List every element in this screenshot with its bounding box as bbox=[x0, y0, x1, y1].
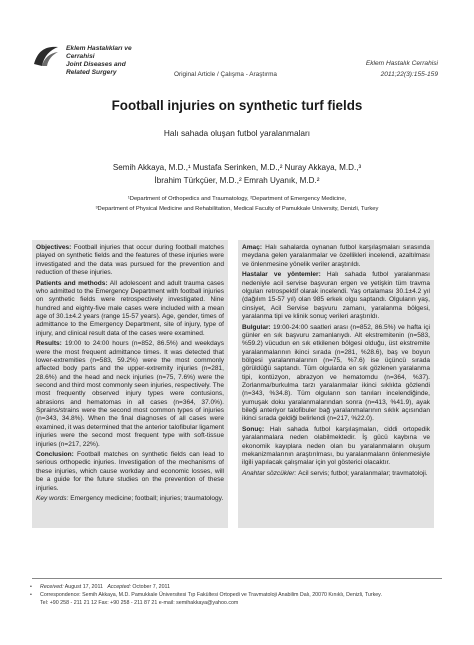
affiliation-line: ¹Department of Orthopedics and Traumatology, ²Department of Emergency Medicine, bbox=[127, 196, 347, 202]
correspondence-line bbox=[30, 591, 450, 599]
logo-line: Related Surgery bbox=[66, 69, 117, 76]
affiliation-line: ³Department of Physical Medicine and Rehabilitation, Medical Faculty of Pamukkale University, Denizli, Turkey bbox=[95, 205, 379, 212]
correspondence-label: Correspondence: bbox=[40, 592, 81, 598]
ozet-anahtar-sozcukler bbox=[242, 470, 430, 478]
journal-citation bbox=[366, 58, 438, 80]
section-text: 19:00 to 24:00 hours (n=852, 86.5%) and weekdays were the most frequent admittance times. It was detected that lower-extremities (n=583, 59.2%) were the most commonly affected body parts and the upper-extremity injuries (n=281, 28.6%) and the head and neck injuries (n=75, 7.6%) were the second and third most commonly seen injuries, respectively. The most frequently observed injury types were contusions, abrasions and hematomas in all cases (n=364, 37.0%). Sprains/strains were the second most common types of injuries (n=343, 34.8%). When the final diagnoses of all cases were examined, it was determined that the anterior talofibular ligament injuries were the second most frequent type with soft-tissue injuries (n=217, 22%). bbox=[36, 340, 224, 448]
accepted-date: October 7, 2011 bbox=[132, 584, 171, 590]
keywords-text: Acil servis; futbol; yaralanmalar; travmatoloji. bbox=[298, 470, 428, 478]
section-heading: Results: bbox=[36, 340, 62, 348]
abstract-patients-methods bbox=[36, 280, 224, 338]
abstract-keywords bbox=[36, 495, 224, 503]
abstract-turkish bbox=[238, 240, 434, 528]
journal-logo-text bbox=[66, 45, 132, 77]
section-text: Halı sahada futbol karşılaşmaları, ciddi ortopedik yaralanmalara neden olabilmektedir. İş gücü kaybına ve ekonomik kayıplara neden olan bu yaralanmaların oluşum mekanizmalarının araştırılması, bu yaralanmaların önlenmesiyle ilgili yapılacak çalışmalar için yol gösterici olacaktır. bbox=[242, 426, 430, 467]
section-heading: Patients and methods: bbox=[36, 279, 108, 287]
abstract-objectives bbox=[36, 244, 224, 277]
author-line: İbrahim Türkçüer, M.D.,² Emrah Uyanık, M.D.² bbox=[154, 175, 320, 185]
contact-line bbox=[30, 599, 450, 607]
journal-logo-icon bbox=[32, 44, 60, 68]
received-label: Received: bbox=[40, 584, 64, 590]
footnotes bbox=[30, 583, 450, 607]
author-list bbox=[0, 162, 474, 187]
journal-name: Eklem Hastalık Cerrahisi bbox=[365, 60, 438, 67]
contact-details: Tel: +90 258 - 211 21 12 Fax: +90 258 - 211 87 21 e-mail: semihakkaya@yahoo.com bbox=[40, 600, 239, 606]
section-text: All adolescent and adult trauma cases who admitted to the Emergency Department with football injuries on synthetic fields were retrospectively investigated. Nine hundred and eighty-five male cases were included with a mean age of 30.1±4.2 years (range 15-57 years). Age, gender, times of admittance to the Emergency Department, site of injury, type of injury, and clinical result data of the cases were examined. bbox=[36, 279, 224, 337]
article-title-turkish: Halı sahada oluşan futbol yaralanmaları bbox=[163, 128, 311, 138]
keywords-label: Key words: bbox=[36, 495, 69, 503]
section-heading: Bulgular: bbox=[242, 323, 271, 331]
journal-volume-pages: 2011;22(3):155-159 bbox=[380, 71, 438, 78]
section-heading: Amaç: bbox=[242, 244, 263, 251]
abstract bbox=[32, 240, 442, 528]
logo-line: Joint Diseases and bbox=[66, 61, 126, 68]
keywords-text: Emergency medicine; football; injuries; traumatology. bbox=[70, 495, 224, 503]
ozet-bulgular bbox=[242, 324, 430, 424]
affiliations bbox=[0, 195, 474, 214]
keywords-label: Anahtar sözcükler: bbox=[242, 470, 297, 478]
section-text: Halı sahada futbol yaralanması nedeniyle acil servise başvuran ergen ve yetişkin tüm travma olguları retrospektif olarak incelendi. Yaş ortalaması 30.1±4.2 yıl (dağılım 15-57 yıl) olan 985 erkek olgu saptandı. Olguların yaş, cinsiyet, Acil Servise başvuru zamanı, yaralanma bölgesi, yaralanma tipi ve klinik sonuç verileri araştırıldı. bbox=[242, 271, 430, 321]
section-text: Halı sahalarda oynanan futbol karşılaşmaları sırasında meydana gelen yaralanmalar ve özellikleri incelendi, azaltılması ve önlenmesine yönelik veriler araştırıldı. bbox=[242, 244, 430, 268]
article-type: Original Article / Çalışma - Araştırma bbox=[174, 71, 277, 78]
section-text: Football injuries that occur during football matches played on synthetic fields and the features of these injuries were investigated and the data was pursued for the prevention and reduction of these injuries. bbox=[36, 244, 224, 277]
received-date: August 17, 2011 bbox=[64, 584, 103, 590]
section-heading: Sonuç: bbox=[242, 426, 265, 434]
bullet-icon: • bbox=[30, 592, 32, 598]
abstract-results bbox=[36, 340, 224, 448]
section-heading: Objectives: bbox=[36, 244, 72, 251]
ozet-hastalar-yontemler bbox=[242, 271, 430, 321]
abstract-english bbox=[32, 240, 228, 528]
abstract-conclusion bbox=[36, 451, 224, 493]
bullet-icon: • bbox=[30, 584, 32, 590]
received-accepted-line bbox=[30, 583, 450, 591]
author-line: Semih Akkaya, M.D.,¹ Mustafa Serinken, M.D.,² Nuray Akkaya, M.D.,³ bbox=[112, 163, 362, 172]
logo-line: Cerrahisi bbox=[66, 53, 95, 60]
article-title: Football injuries on synthetic turf fields bbox=[111, 98, 363, 113]
journal-header bbox=[0, 0, 474, 92]
section-text: 19:00-24:00 saatleri arası (n=852, 86.5%) ve hafta içi günler en sık başvuru zamanlarıydı. Alt ekstremitenin (n=583, %59.2) vücudun en sık etkilenen bölgesi olduğu, üst ekstremite yaralanmalarının ikinci sırada (n=281, %28.6), baş ve boyun bölgesi yaralanmalarının (n=75, %7.6) ise üçüncü sırada görüldüğü saptandı. Tüm olgularda en sık gözlenen yaralanma tipi, kontüzyon, abrazyon ve hematomdu (n=364, %37). Zorlanma/burkulma tarzı yaralanmalar ikinci sıklıkta gözlendi (n=343, %34.8). Tüm olguların son tanıları incelendiğinde, yumuşak doku yaralanmalarından sonra (n=413, %41.9), ayak bileği anteriyor talofibuler bağ yaralanmalarının sıklık açısından ikinci sırada geldiği belirlendi (n=217, %22.0). bbox=[242, 323, 430, 423]
ozet-amac bbox=[242, 244, 430, 269]
accepted-label: Accepted: bbox=[107, 584, 131, 590]
correspondence-address: Semih Akkaya, M.D. Pamukkale Üniversitesi Tıp Fakültesi Ortopedi ve Travmatoloji Anabilim Dalı, 20070 Kınıklı, Denizli, Turkey. bbox=[82, 592, 382, 598]
section-heading: Hastalar ve yöntemler: bbox=[242, 271, 321, 279]
section-heading: Conclusion: bbox=[36, 451, 74, 459]
ozet-sonuc bbox=[242, 426, 430, 468]
footer-divider bbox=[32, 578, 442, 579]
logo-line: Eklem Hastalıkları ve bbox=[66, 45, 132, 52]
section-text: Football matches on synthetic fields can lead to serious orthopedic injuries. Investigation of the mechanisms of these injuries, which cause workday and economic losses, will be a guide for the future studies on the prevention of these injuries. bbox=[36, 451, 224, 492]
